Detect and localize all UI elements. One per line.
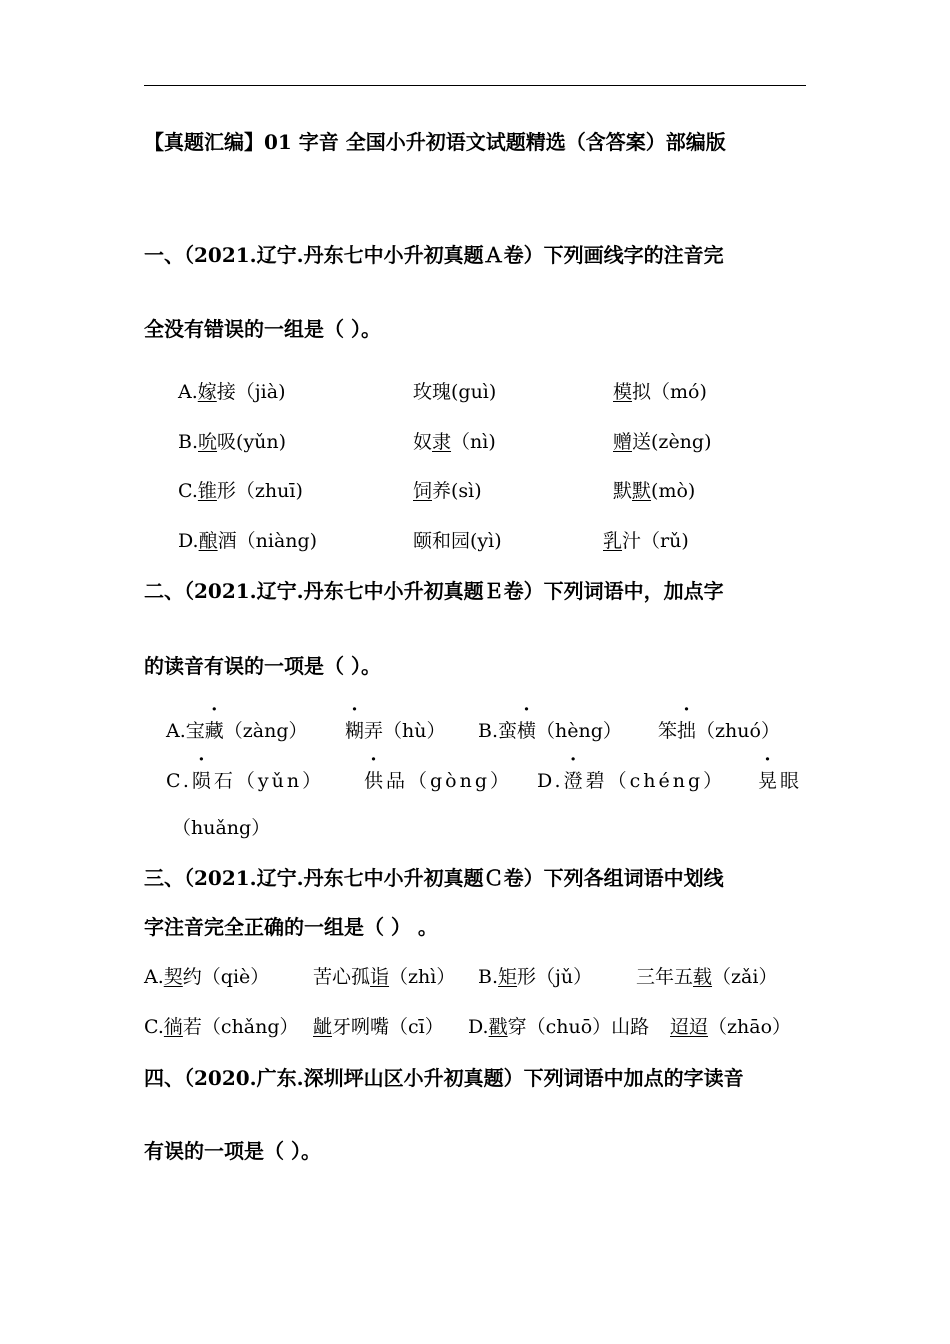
opt-rest: 眼 xyxy=(780,770,803,792)
q1-option-b3 xyxy=(613,429,712,455)
opt-rest: 石（yǔn） xyxy=(213,770,325,792)
opt-prefix: A. xyxy=(178,381,198,403)
opt-rest: 汁（rǔ) xyxy=(622,530,689,552)
underlined-char: 徜 xyxy=(163,1016,183,1038)
opt-rest: 若（chǎng） xyxy=(182,1016,299,1038)
opt-prefix: B.蛮 xyxy=(478,720,518,742)
underlined-char: 诣 xyxy=(370,966,390,988)
q3-option-d xyxy=(468,1014,649,1040)
opt-prefix: 玫瑰(guì) xyxy=(413,381,497,403)
opt-rest: 约（qiè） xyxy=(182,966,270,988)
q2-option-d2 xyxy=(758,768,802,794)
opt-prefix: C. xyxy=(166,770,192,792)
opt-prefix: B. xyxy=(478,966,499,988)
dotted-char: 陨 xyxy=(191,770,214,792)
opt-prefix: D. xyxy=(178,530,199,552)
dotted-char: 糊 xyxy=(345,720,365,742)
opt-rest: （zàng） xyxy=(223,720,308,742)
q1-option-b2 xyxy=(413,429,496,455)
opt-prefix: A. xyxy=(144,966,164,988)
opt-rest: （zhāo） xyxy=(708,1016,792,1038)
opt-rest: 形（zhuī) xyxy=(216,480,303,502)
dotted-char: 供 xyxy=(364,770,387,792)
underlined-char: 矩 xyxy=(498,966,518,988)
q3-option-c xyxy=(144,1014,299,1040)
q1-option-d2 xyxy=(413,528,502,554)
opt-prefix: 奴 xyxy=(413,431,433,453)
q3-option-d2 xyxy=(670,1014,791,1040)
underlined-char: 契 xyxy=(163,966,183,988)
opt-prefix: B. xyxy=(178,431,199,453)
opt-prefix: 默 xyxy=(613,480,633,502)
opt-rest: 穿（chuō）山路 xyxy=(507,1016,650,1038)
q2-option-b xyxy=(478,718,622,744)
opt-rest: （nì) xyxy=(451,431,496,453)
q2-option-d xyxy=(537,768,725,794)
underlined-char: 饲 xyxy=(413,480,433,502)
q3-option-b xyxy=(478,964,592,990)
top-rule xyxy=(144,85,806,86)
q1-option-d3 xyxy=(603,528,689,554)
underlined-char: 龇 xyxy=(313,1016,333,1038)
opt-rest: （zhì） xyxy=(389,966,456,988)
q2-option-c xyxy=(166,768,324,794)
underlined-char: 迢迢 xyxy=(670,1016,709,1038)
q3-stem-line1: 三、（2021.辽宁.丹东七中小升初真题Ｃ卷）下列各组词语中划线 xyxy=(144,866,724,890)
q1-stem-line2: 全没有错误的一组是（ ）。 xyxy=(144,317,381,341)
opt-prefix: D. xyxy=(537,770,564,792)
q1-option-a3 xyxy=(613,379,707,405)
opt-prefix: C. xyxy=(178,480,198,502)
underlined-char: 载 xyxy=(693,966,713,988)
underlined-char: 嫁 xyxy=(197,381,217,403)
underlined-char: 戳 xyxy=(488,1016,508,1038)
opt-rest: （hèng） xyxy=(536,720,622,742)
q2-stem-line2: 的读音有误的一项是（ ）。 xyxy=(144,654,381,678)
opt-rest: 弄（hù） xyxy=(364,720,446,742)
q2-option-a xyxy=(166,718,308,744)
q4-stem-line1: 四、（2020.广东.深圳坪山区小升初真题）下列词语中加点的字读音 xyxy=(144,1066,744,1090)
underlined-char: 隶 xyxy=(432,431,452,453)
opt-rest: 牙咧嘴（cī） xyxy=(332,1016,444,1038)
q1-option-c2 xyxy=(413,478,482,504)
q1-option-c3 xyxy=(613,478,695,504)
dotted-char: 拙 xyxy=(677,720,697,742)
q2-option-c2 xyxy=(364,768,512,794)
underlined-char: 酿 xyxy=(198,530,218,552)
opt-rest: 酒（niàng) xyxy=(217,530,318,552)
q1-option-d1 xyxy=(178,528,317,554)
underlined-char: 吮 xyxy=(198,431,218,453)
q2-option-a2 xyxy=(345,718,446,744)
opt-prefix: D. xyxy=(468,1016,489,1038)
opt-rest: 形（jǔ） xyxy=(517,966,593,988)
dotted-char: 澄 xyxy=(563,770,586,792)
opt-rest: 送(zèng) xyxy=(632,431,712,453)
opt-rest: （zhuó） xyxy=(696,720,780,742)
dotted-char: 藏 xyxy=(204,720,224,742)
underlined-char: 模 xyxy=(613,381,633,403)
q2-option-d-pinyin: （huǎng） xyxy=(172,817,271,839)
opt-prefix: 苦心孤 xyxy=(313,966,371,988)
q1-option-a1 xyxy=(178,379,286,405)
underlined-char: 乳 xyxy=(603,530,623,552)
q4-stem-line2: 有误的一项是（ ）。 xyxy=(144,1139,321,1163)
opt-rest: （zǎi） xyxy=(712,966,778,988)
opt-prefix: 颐和园(yì) xyxy=(413,530,502,552)
opt-rest: (mò) xyxy=(651,480,696,502)
q3-option-a xyxy=(144,964,269,990)
underlined-char: 默 xyxy=(632,480,652,502)
q3-option-b2 xyxy=(636,964,777,990)
opt-prefix: C. xyxy=(144,1016,164,1038)
q2-stem-line1: 二、（2021.辽宁.丹东七中小升初真题Ｅ卷）下列词语中，加点字 xyxy=(144,579,724,603)
q3-option-c2 xyxy=(313,1014,444,1040)
opt-prefix: 三年五 xyxy=(636,966,694,988)
q2-option-b2 xyxy=(658,718,780,744)
opt-prefix: 笨 xyxy=(658,720,678,742)
q1-option-c1 xyxy=(178,478,303,504)
q1-stem-line1: 一、（2021.辽宁.丹东七中小升初真题Ａ卷）下列画线字的注音完 xyxy=(144,243,724,267)
opt-prefix: A.宝 xyxy=(166,720,205,742)
underlined-char: 赠 xyxy=(613,431,633,453)
dotted-char: 晃 xyxy=(758,770,781,792)
opt-rest: 吸(yǔn) xyxy=(217,431,287,453)
underlined-char: 锥 xyxy=(197,480,217,502)
q3-option-a2 xyxy=(313,964,455,990)
opt-rest: 碧（chéng） xyxy=(585,770,726,792)
q1-option-a2 xyxy=(413,379,496,405)
opt-rest: 接（jià) xyxy=(216,381,286,403)
page-title: 【真题汇编】01 字音 全国小升初语文试题精选（含答案）部编版 xyxy=(144,130,726,154)
opt-rest: 养(sì) xyxy=(432,480,482,502)
q1-option-b1 xyxy=(178,429,286,455)
q3-stem-line2: 字注音完全正确的一组是（ ） 。 xyxy=(144,915,438,939)
dotted-char: 横 xyxy=(517,720,537,742)
opt-rest: 拟（mó) xyxy=(632,381,707,403)
opt-rest: 品（gòng） xyxy=(386,770,513,792)
